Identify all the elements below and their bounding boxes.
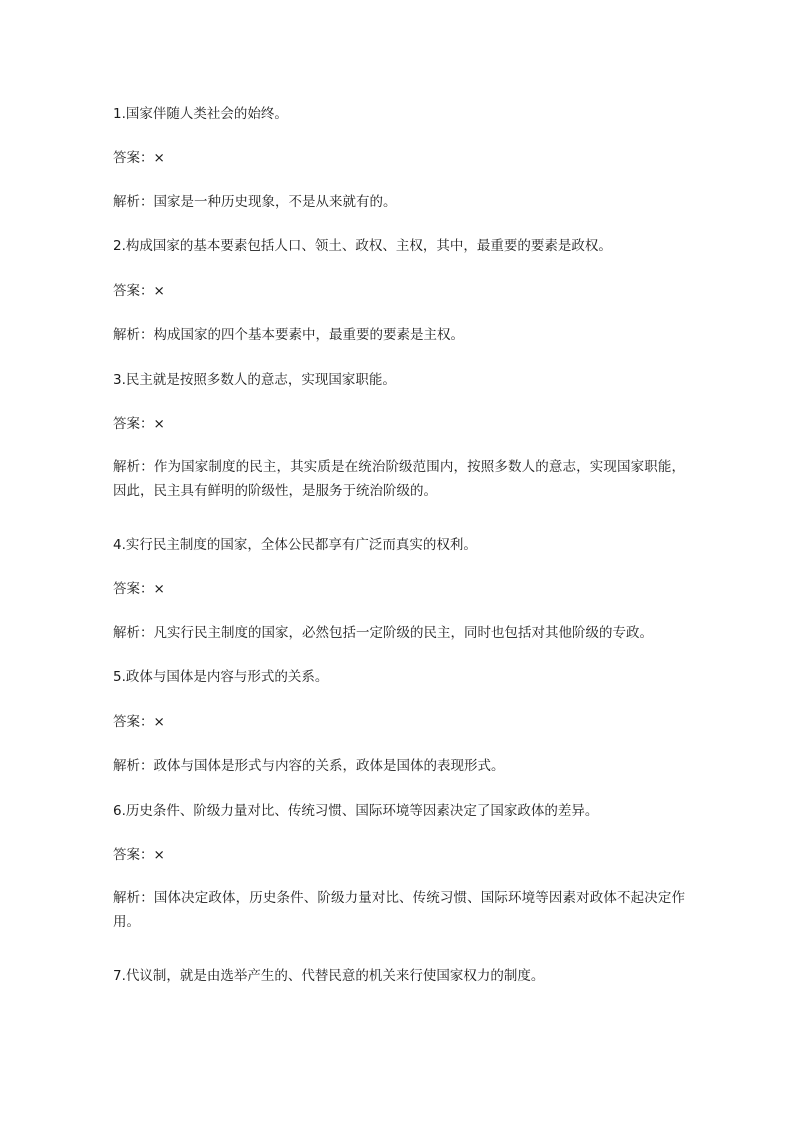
question-4: 4.实行民主制度的国家，全体公民都享有广泛而真实的权利。 bbox=[113, 537, 477, 553]
analysis-6: 解析：国体决定政体，历史条件、阶级力量对比、传统习惯、国际环境等因素对政体不起决定作用。 bbox=[113, 890, 685, 930]
analysis-2: 解析：构成国家的四个基本要素中，最重要的要素是主权。 bbox=[113, 327, 464, 343]
question-3: 3.民主就是按照多数人的意志，实现国家职能。 bbox=[113, 372, 396, 388]
question-5: 5.政体与国体是内容与形式的关系。 bbox=[113, 669, 329, 685]
answer-6: 答案：× bbox=[113, 847, 165, 863]
answer-5: 答案：× bbox=[113, 714, 165, 730]
question-7: 7.代议制，就是由选举产生的、代替民意的机关来行使国家权力的制度。 bbox=[113, 968, 545, 984]
analysis-3: 解析：作为国家制度的民主，其实质是在统治阶级范围内，按照多数人的意志，实现国家职能，因此，民主具有鲜明的阶级性，是服务于统治阶级的。 bbox=[113, 459, 685, 499]
answer-1: 答案：× bbox=[113, 150, 165, 166]
question-2: 2.构成国家的基本要素包括人口、领土、政权、主权，其中，最重要的要素是政权。 bbox=[113, 238, 612, 254]
question-1: 1.国家伴随人类社会的始终。 bbox=[113, 106, 288, 122]
analysis-5: 解析：政体与国体是形式与内容的关系，政体是国体的表现形式。 bbox=[113, 758, 505, 774]
answer-2: 答案：× bbox=[113, 283, 165, 299]
answer-3: 答案：× bbox=[113, 416, 165, 432]
analysis-1: 解析：国家是一种历史现象，不是从来就有的。 bbox=[113, 194, 397, 210]
analysis-4: 解析：凡实行民主制度的国家，必然包括一定阶级的民主，同时也包括对其他阶级的专政。 bbox=[113, 625, 653, 641]
answer-4: 答案：× bbox=[113, 581, 165, 597]
question-6: 6.历史条件、阶级力量对比、传统习惯、国际环境等因素决定了国家政体的差异。 bbox=[113, 803, 599, 819]
